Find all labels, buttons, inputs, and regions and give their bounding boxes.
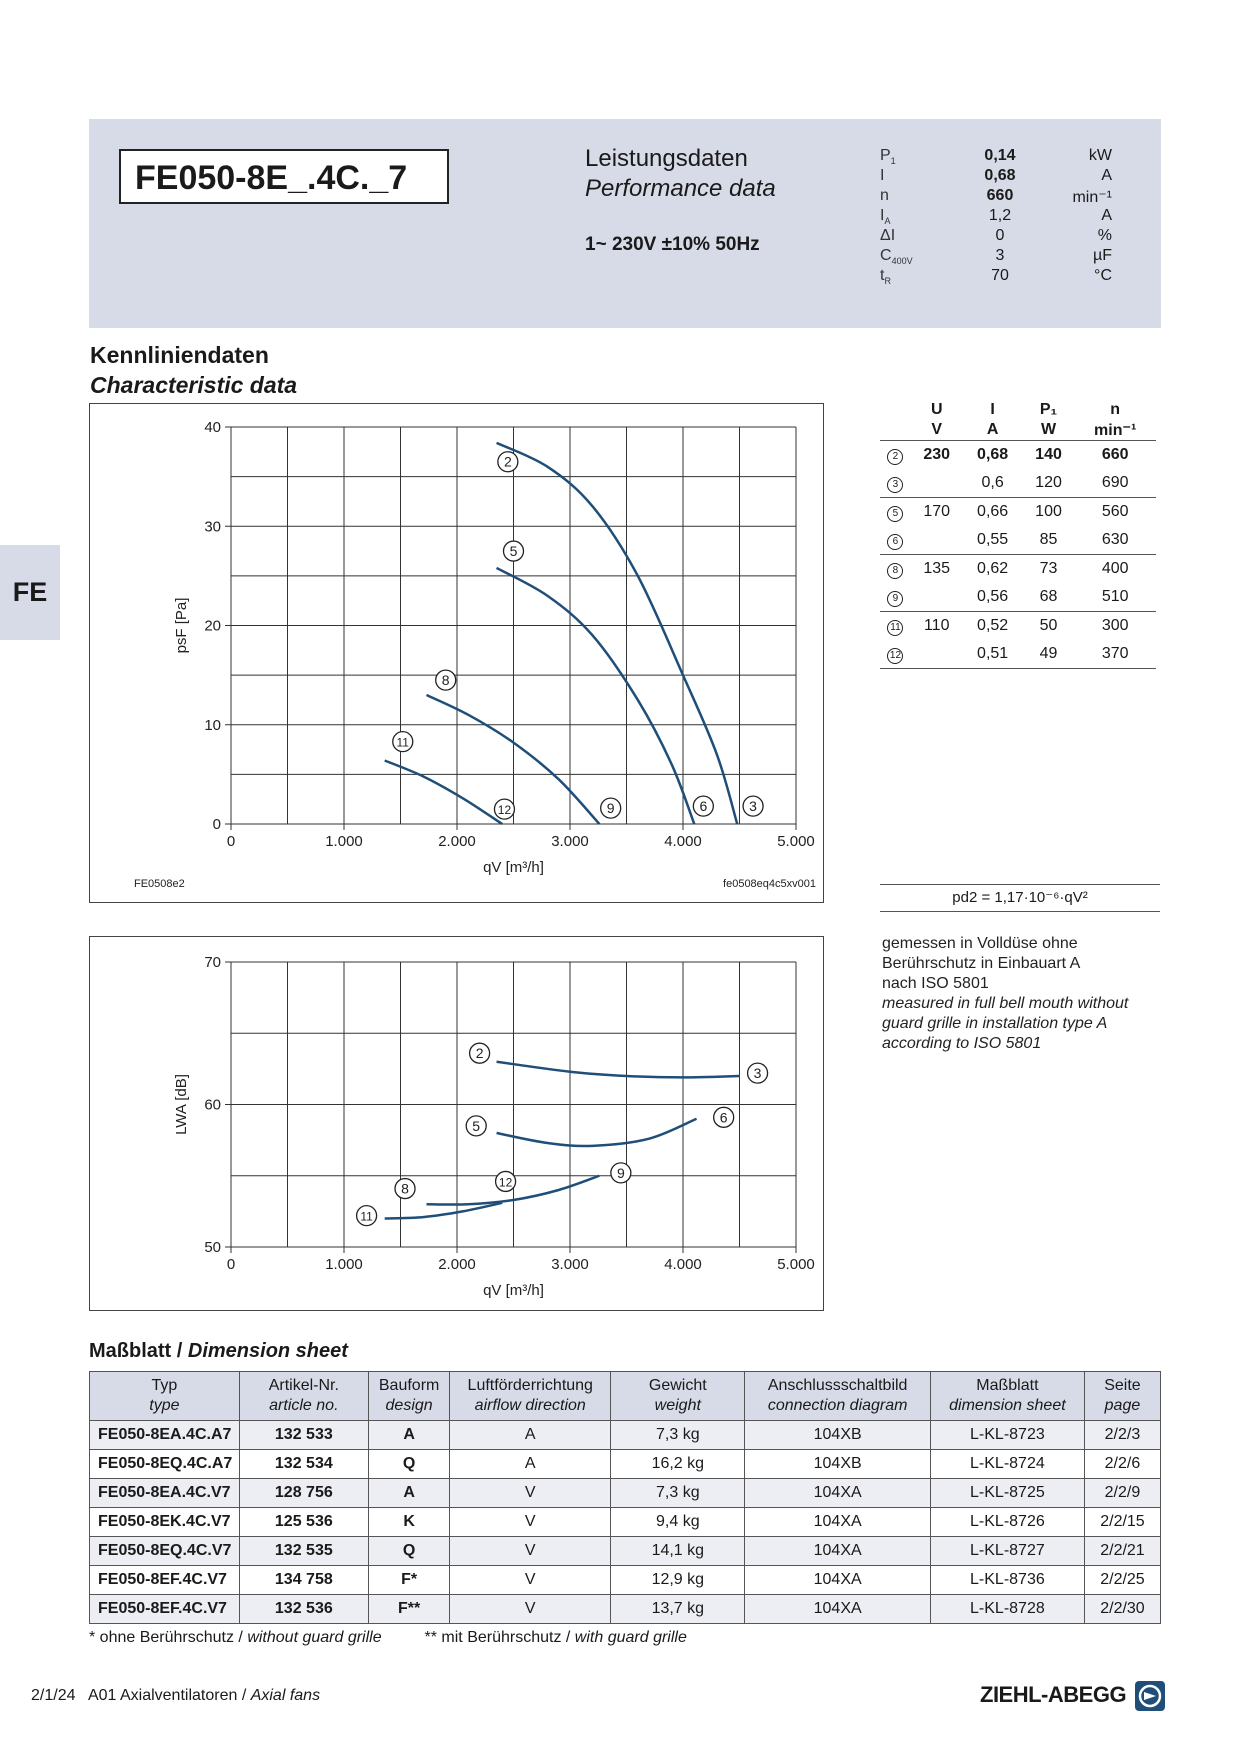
op-cell: 49 [1023,640,1075,669]
header-de: Typ [151,1377,178,1394]
op-unit-cell: A [963,420,1023,441]
spec-row [880,247,1112,267]
op-row [880,498,1156,527]
marker-label: 2 [475,1045,484,1062]
dimension-cell: V [450,1537,611,1566]
dimension-header-cell [930,1372,1084,1421]
spec-unit: min⁻¹ [1072,189,1112,206]
dimension-row [90,1566,1161,1595]
operating-point-marker [748,1063,768,1083]
spec-value: 1,2 [988,207,1012,224]
op-row [880,583,1156,612]
dimension-cell: L-KL-8736 [930,1566,1084,1595]
dimension-cell: F** [368,1595,449,1624]
op-point-cell [880,498,911,527]
dimension-cell: Q [368,1450,449,1479]
spec-symbol: ΔI [880,227,896,244]
x-tick-label: 1.000 [325,1256,363,1273]
op-point-marker: 3 [887,477,903,493]
dimension-header-cell [239,1372,368,1421]
op-header-cell: I [990,401,995,418]
model-title: FE050-8E_.4C._7 [119,149,449,204]
dimension-cell: 2/2/21 [1084,1537,1160,1566]
op-row [880,555,1156,584]
dimension-header-cell [611,1372,745,1421]
dimension-cell: V [450,1566,611,1595]
op-header-cell: P₁ [1039,401,1058,418]
pressure-chart-frame [89,403,824,903]
header-de: Luftförderrichtung [467,1377,593,1394]
footnote-b-en: with guard grille [574,1629,687,1646]
dimension-cell: L-KL-8728 [930,1595,1084,1624]
marker-label: 5 [509,543,518,560]
formula-text: pd2 = 1,17·10⁻⁶·qV² [952,889,1088,906]
brand-name: ZIEHL-ABEGG [980,1681,1127,1707]
marker-label: 6 [719,1109,728,1126]
chart-code-left: FE0508e2 [134,878,185,890]
dimension-cell: 2/2/3 [1084,1421,1160,1450]
operating-point-marker [466,1116,486,1136]
sound-chart [90,937,823,1310]
op-header-cell: n [1110,401,1121,418]
op-cell [911,640,963,669]
dimension-cell: V [450,1479,611,1508]
dimension-cell: 104XA [745,1537,930,1566]
op-cell: 73 [1039,560,1058,577]
op-header-cell [880,400,911,420]
dimension-cell: 104XB [745,1421,930,1450]
x-axis-label: qV [m³/h] [483,859,544,876]
dimension-cell: L-KL-8727 [930,1537,1084,1566]
dimension-cell: 2/2/9 [1084,1479,1160,1508]
op-point-marker: 12 [887,648,903,664]
dimension-title-en: Dimension sheet [187,1340,348,1362]
operating-point-marker [395,1179,415,1199]
brand [980,1680,1166,1712]
op-unit-cell: min⁻¹ [1074,420,1156,441]
voltage-spec: 1~ 230V ±10% 50Hz [585,234,760,255]
marker-label: 8 [441,672,450,689]
dimension-cell: 132 535 [239,1537,368,1566]
op-cell: 120 [1023,469,1075,498]
dimension-title [89,1340,348,1363]
y-axis-label: LWA [dB] [173,1074,190,1135]
marker-label: 9 [606,800,615,817]
op-cell: 68 [1023,583,1075,612]
op-unit-cell: W [1023,420,1075,441]
op-point-cell [880,441,911,470]
header-en: weight [654,1397,701,1414]
spec-unit: % [1097,227,1112,244]
operating-point-marker [498,452,518,472]
dimension-cell: 104XA [745,1508,930,1537]
spec-symbol: $C_{400V}$ [880,247,913,267]
dimension-cell: A [450,1450,611,1479]
dimension-header-cell [745,1372,930,1421]
dimension-cell: 2/2/15 [1084,1508,1160,1537]
dimension-row [90,1479,1161,1508]
dimension-header-cell [90,1372,240,1421]
op-point-cell [880,555,911,584]
dimension-cell: A [368,1479,449,1508]
dimension-header-cell [1084,1372,1160,1421]
operating-point-marker [494,799,514,819]
dimension-cell: 125 536 [239,1508,368,1537]
curve-line [497,568,695,824]
op-cell: 0,52 [977,617,1009,634]
spec-row [880,207,1112,227]
dimension-cell: 16,2 kg [611,1450,745,1479]
curve-line [497,443,738,824]
op-cell: 0,56 [963,583,1023,612]
dimension-cell: 14,1 kg [611,1537,745,1566]
spec-value: 70 [991,267,1009,284]
dimension-cell: L-KL-8723 [930,1421,1084,1450]
dimension-cell: 2/2/6 [1084,1450,1160,1479]
op-cell: 510 [1074,583,1156,612]
x-tick-label: 5.000 [777,833,815,850]
section-title-en: Characteristic data [90,372,298,398]
spec-unit: A [1101,207,1112,224]
dimension-cell: L-KL-8725 [930,1479,1084,1508]
op-cell: 630 [1074,526,1156,555]
operating-point-marker [714,1107,734,1127]
note-de-1: gemessen in Volldüse ohne [882,935,1078,952]
x-tick-label: 2.000 [438,1256,476,1273]
op-row [880,526,1156,555]
x-tick-label: 1.000 [325,833,363,850]
dimension-cell: FE050-8EQ.4C.A7 [90,1450,240,1479]
op-cell: 0,66 [977,503,1009,520]
marker-label: 12 [497,803,512,818]
op-point-marker: 6 [887,534,903,550]
op-point-marker: 11 [887,620,903,636]
op-cell [911,583,963,612]
x-tick-label: 4.000 [664,833,702,850]
spec-unit: A [1101,167,1112,184]
spec-symbol: $P_1$ [880,147,896,167]
dimension-cell: 134 758 [239,1566,368,1595]
header-de: Bauform [378,1377,440,1394]
spec-value: 660 [986,187,1014,204]
header-en: connection diagram [767,1397,908,1414]
marker-label: 5 [472,1117,481,1134]
operating-point-marker [357,1206,377,1226]
spec-value: 3 [995,247,1005,264]
note-en-1: measured in full bell mouth without [882,995,1129,1012]
footnote-b-de: ** mit Berührschutz / [424,1629,575,1646]
op-cell: 230 [923,446,951,463]
x-tick-label: 3.000 [551,1256,589,1273]
operating-point-marker [743,796,763,816]
op-cell [911,469,963,498]
spec-unit: °C [1094,267,1112,284]
chart-code-right: fe0508eq4c5xv001 [723,878,816,890]
op-point-cell [880,583,911,612]
x-tick-label: 0 [226,833,236,850]
operating-point-marker [504,541,524,561]
operating-point-marker [693,796,713,816]
y-tick-label: 30 [204,518,221,536]
dimension-cell: 132 534 [239,1450,368,1479]
footnote [89,1629,687,1647]
op-cell [911,526,963,555]
dimension-cell: 104XB [745,1450,930,1479]
marker-label: 3 [753,1065,762,1082]
header-de: Gewicht [648,1377,707,1394]
dimension-cell: 104XA [745,1479,930,1508]
x-tick-label: 5.000 [777,1256,815,1273]
dimension-cell: 2/2/30 [1084,1595,1160,1624]
y-tick-label: 60 [204,1096,221,1114]
dimension-cell: 132 533 [239,1421,368,1450]
op-cell: 0,51 [963,640,1023,669]
spec-symbol: $I_A$ [880,207,891,227]
side-tab: FE [0,545,60,640]
op-cell: 0,55 [963,526,1023,555]
op-point-cell [880,469,911,498]
dimension-cell: V [450,1508,611,1537]
footnote-a-de: * ohne Berührschutz / [89,1629,248,1646]
op-point-cell [880,526,911,555]
op-cell: 370 [1074,640,1156,669]
spec-value: 0 [995,227,1005,244]
header-en: type [149,1397,180,1414]
note-de-3: nach ISO 5801 [882,975,989,992]
op-cell: 140 [1035,446,1062,463]
op-cell: 300 [1101,617,1129,634]
measure-note [882,934,1128,1054]
performance-title-de: Leistungsdaten [585,145,748,172]
x-tick-label: 2.000 [438,833,476,850]
op-cell: 50 [1039,617,1058,634]
operating-point-marker [611,1163,631,1183]
x-tick-label: 3.000 [551,833,589,850]
spec-row [880,187,1112,207]
dimension-cell: 13,7 kg [611,1595,745,1624]
note-de-2: Berührschutz in Einbauart A [882,955,1081,972]
spec-symbol: $t_R$ [880,267,891,287]
operating-point-marker [496,1171,516,1191]
dimension-header-cell [450,1372,611,1421]
marker-label: 11 [396,735,409,750]
op-cell: 0,68 [977,446,1009,463]
dimension-cell: 7,3 kg [611,1479,745,1508]
dimension-cell: FE050-8EF.4C.V7 [90,1595,240,1624]
dimension-cell: 12,9 kg [611,1566,745,1595]
dimension-cell: L-KL-8726 [930,1508,1084,1537]
header-de: Seite [1104,1377,1141,1394]
dimension-cell: F* [368,1566,449,1595]
spec-unit: µF [1093,247,1112,264]
op-unit-cell: V [911,420,963,441]
header-en: dimension sheet [949,1397,1066,1414]
spec-row [880,147,1112,167]
page-number: 2/1/24 [31,1687,76,1704]
spec-symbol: n [880,187,889,204]
dimension-cell: 2/2/25 [1084,1566,1160,1595]
dimension-cell: FE050-8EA.4C.V7 [90,1479,240,1508]
op-point-marker: 8 [887,563,903,579]
op-point-marker: 9 [887,591,903,607]
dimension-cell: FE050-8EK.4C.V7 [90,1508,240,1537]
curve-line [385,760,503,824]
dimension-header-cell [368,1372,449,1421]
formula [880,884,1160,912]
x-axis-label: qV [m³/h] [483,1282,544,1299]
dimension-cell: Q [368,1537,449,1566]
curve-line [497,1062,740,1078]
performance-title-en: Performance data [585,175,776,202]
dimension-row [90,1450,1161,1479]
spec-row [880,227,1112,247]
y-tick-label: 70 [204,954,221,971]
op-point-marker: 5 [887,506,903,522]
header-de: Anschlussschaltbild [767,1377,908,1394]
spec-row [880,167,1112,187]
x-tick-label: 0 [226,1256,236,1273]
sound-chart-frame [89,936,824,1311]
dimension-cell: A [368,1421,449,1450]
header-de: Artikel-Nr. [268,1377,339,1394]
operating-point-marker [470,1043,490,1063]
note-en-3: according to ISO 5801 [882,1035,1042,1052]
spec-unit: kW [1088,147,1112,164]
header-de: Maßblatt [976,1377,1039,1394]
dimension-row [90,1421,1161,1450]
dimension-cell: FE050-8EQ.4C.V7 [90,1537,240,1566]
op-cell: 690 [1074,469,1156,498]
op-cell: 170 [923,503,951,520]
dimension-cell: K [368,1508,449,1537]
page-footer [31,1687,320,1705]
dimension-title-de: Maßblatt / [89,1340,188,1362]
op-cell: 0,6 [963,469,1023,498]
spec-row [880,267,1112,287]
operating-point-marker [601,798,621,818]
op-cell: 100 [1035,503,1062,520]
op-header-cell: U [930,401,943,418]
op-cell: 660 [1101,446,1129,463]
marker-label: 12 [498,1175,513,1190]
y-tick-label: 40 [204,419,221,436]
spec-symbol: I [880,167,885,184]
dimension-cell: 104XA [745,1566,930,1595]
note-en-2: guard grille in installation type A [882,1015,1108,1032]
x-tick-label: 4.000 [664,1256,702,1273]
dimension-cell: A [450,1421,611,1450]
y-tick-label: 50 [204,1239,221,1256]
op-cell: 560 [1101,503,1129,520]
dimension-cell: L-KL-8724 [930,1450,1084,1479]
operating-point-table [880,400,1156,669]
dimension-cell: 104XA [745,1595,930,1624]
op-point-cell [880,640,911,669]
marker-label: 6 [699,798,708,815]
dimension-cell: V [450,1595,611,1624]
y-tick-label: 20 [204,617,221,635]
op-row [880,640,1156,669]
marker-label: 9 [616,1164,625,1181]
op-point-cell [880,612,911,641]
section-title-de: Kennliniendaten [90,342,269,368]
dimension-cell: FE050-8EA.4C.A7 [90,1421,240,1450]
spec-value: 0,14 [984,147,1016,164]
op-row [880,469,1156,498]
curve-line [497,1119,697,1146]
dimension-row [90,1537,1161,1566]
header-en: design [385,1397,433,1414]
marker-label: 11 [360,1209,373,1224]
operating-point-marker [393,732,413,752]
op-row [880,441,1156,470]
y-axis-label: psF [Pa] [173,597,190,654]
operating-point-marker [436,670,456,690]
op-cell: 0,62 [977,560,1009,577]
y-tick-label: 0 [212,816,221,833]
y-tick-label: 10 [204,716,221,734]
op-cell: 400 [1101,560,1129,577]
dimension-cell: 9,4 kg [611,1508,745,1537]
spec-value: 0,68 [984,167,1016,184]
op-cell: 110 [923,617,950,634]
dimension-cell: 132 536 [239,1595,368,1624]
header-en: page [1104,1397,1141,1414]
dimension-row [90,1508,1161,1537]
op-cell: 85 [1023,526,1075,555]
op-cell: 135 [923,560,951,577]
marker-label: 8 [401,1180,409,1197]
dimension-row [90,1595,1161,1624]
marker-label: 3 [749,798,757,815]
dimension-cell: FE050-8EF.4C.V7 [90,1566,240,1595]
brand-logo-icon [1134,1680,1166,1712]
footnote-a-en: without guard grille [247,1629,382,1646]
op-point-marker: 2 [887,449,903,465]
catalog-en: Axial fans [250,1687,321,1704]
dimension-table [89,1371,1161,1624]
op-row [880,612,1156,641]
header-en: article no. [269,1397,339,1414]
dimension-cell: 128 756 [239,1479,368,1508]
header-en: airflow direction [474,1397,586,1414]
catalog-de: A01 Axialventilatoren / [87,1687,251,1704]
marker-label: 2 [503,453,512,470]
pressure-chart [90,404,823,902]
dimension-cell: 7,3 kg [611,1421,745,1450]
op-unit-cell [880,420,911,441]
